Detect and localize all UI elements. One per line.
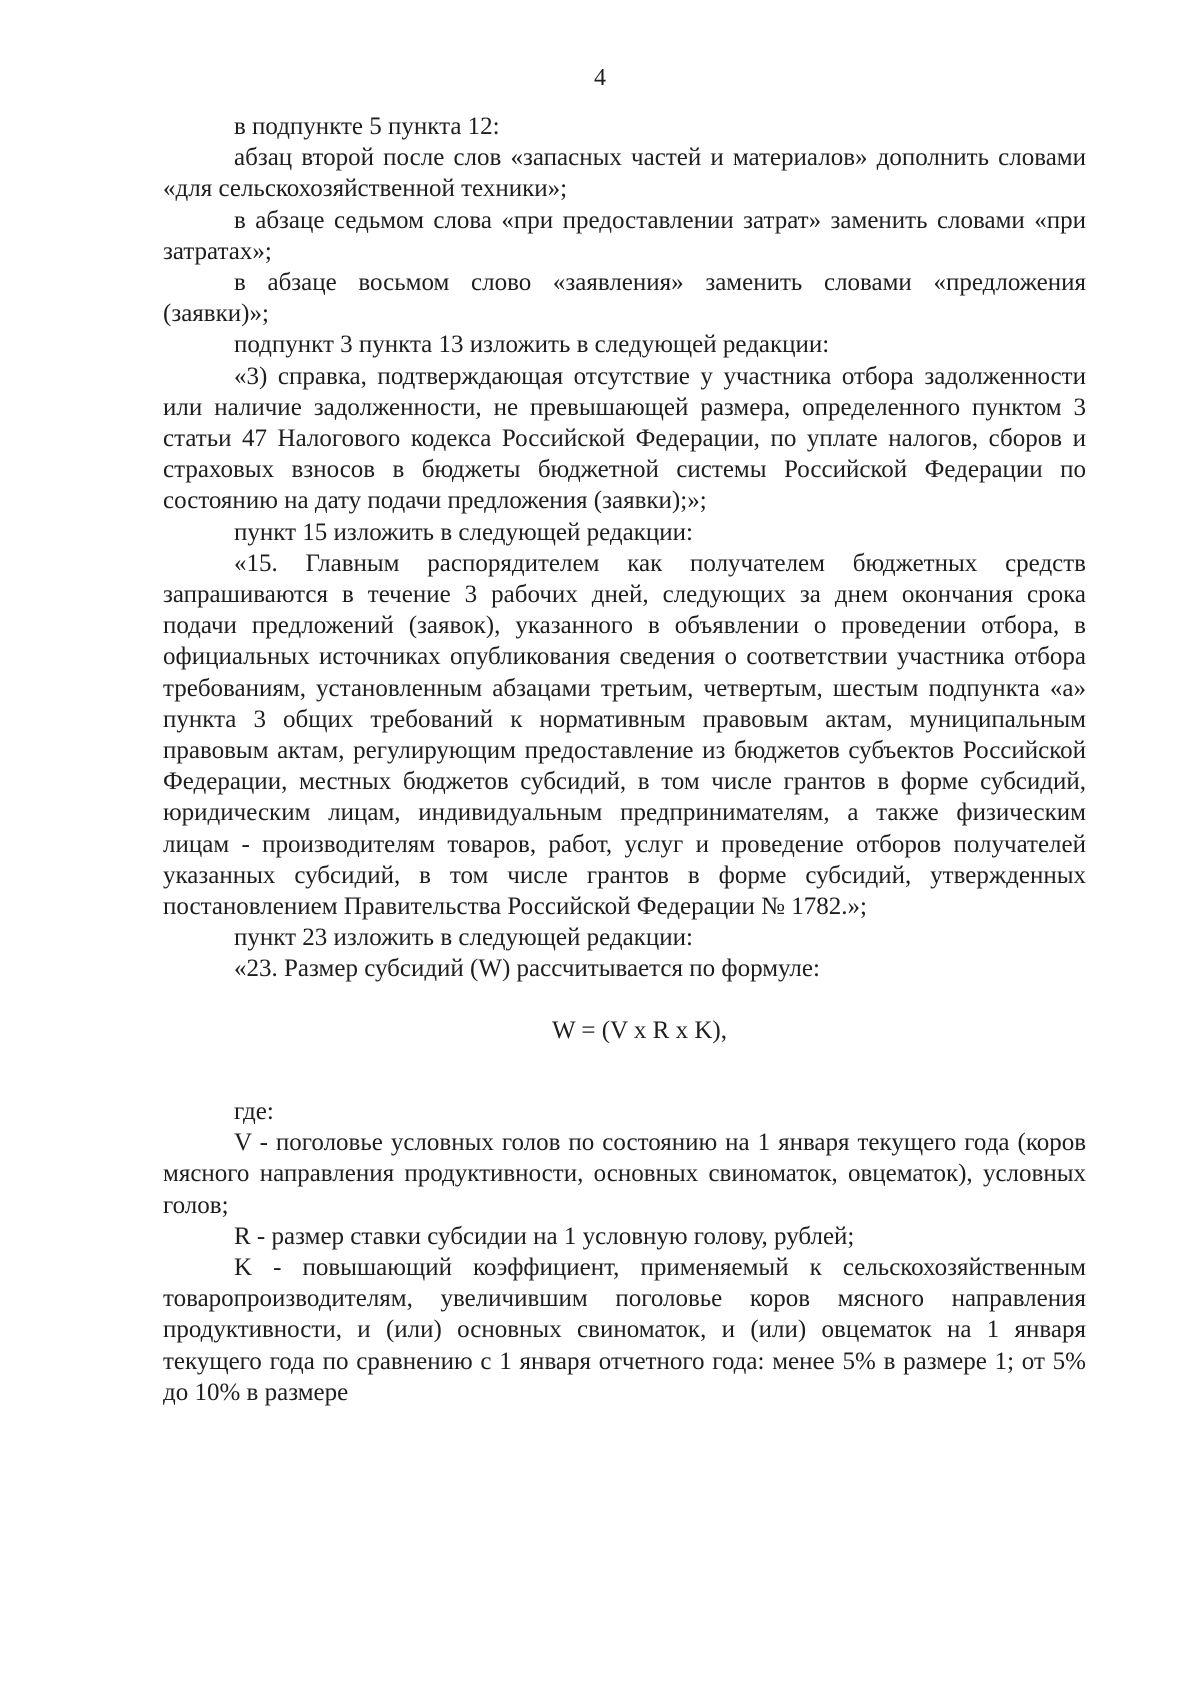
- paragraph: пункт 15 изложить в следующей редакции:: [234, 518, 693, 546]
- paragraph: в абзаце седьмом слова «при предоставлении затрат» заменить словами «при затратах»;: [163, 206, 1086, 265]
- paragraph: абзац второй после слов «запасных частей и материалов» дополнить словами «для сельскохозяйственной техники»;: [163, 144, 1086, 203]
- paragraph: в подпункте 5 пункта 12:: [234, 113, 500, 140]
- paragraph: V - поголовье условных голов по состоянию на 1 января текущего года (коров мясного направления продуктивности, основных свиноматок, овцематок), условных голов;: [163, 1129, 1086, 1219]
- paragraph: пункт 23 изложить в следующей редакции:: [234, 924, 693, 952]
- paragraph: K - повышающий коэффициент, применяемый к сельскохозяйственным товаропроизводителям, увеличившим поголовье коров мясного направления продуктивности, и (или) основных свиноматок, и (или) овцематок на 1 января текущего года по сравнению с 1 января отчетного года: менее 5% в размере 1; от 5% до 10% в размере: [163, 1253, 1086, 1406]
- subsidy-formula: W = (V x R x K),: [552, 1016, 727, 1044]
- paragraph: «23. Размер субсидий (W) рассчитывается по формуле:: [234, 955, 820, 983]
- paragraph: R - размер ставки субсидии на 1 условную голову, рублей;: [234, 1222, 855, 1250]
- paragraph: «3) справка, подтверждающая отсутствие у участника отбора задолженности или наличие задолженности, не превышающей размера, определенного пунктом 3 статьи 47 Налогового кодекса Российской Федерации, по уплате налогов, сборов и страховых взносов в бюджеты бюджетной системы Российской Федерации по состоянию на дату подачи предложения (заявки);»;: [163, 362, 1086, 515]
- page-number: 4: [594, 65, 606, 91]
- paragraph: подпункт 3 пункта 13 изложить в следующей редакции:: [234, 331, 830, 359]
- document-body: [163, 111, 1086, 1408]
- paragraph: где:: [234, 1097, 274, 1125]
- paragraph: «15. Главным распорядителем как получателем бюджетных средств запрашиваются в течение 3 рабочих дней, следующих за днем окончания срока подачи предложений (заявок), указанного в объявлении о проведении отбора, в официальных источниках опубликования сведения о соответствии участника отбора требованиям, установленным абзацами третьим, четвертым, шестым подпункта «а» пункта 3 общих требований к нормативным правовым актам, муниципальным правовым актам, регулирующим предоставление из бюджетов субъектов Российской Федерации, местных бюджетов субсидий, в том числе грантов в форме субсидий, юридическим лицам, индивидуальным предпринимателям, а также физическим лицам - производителям товаров, работ, услуг и проведение отборов получателей указанных субсидий, в том числе грантов в форме субсидий, утвержденных постановлением Правительства Российской Федерации № 1782.»;: [163, 549, 1086, 921]
- paragraph: в абзаце восьмом слово «заявления» заменить словами «предложения (заявки)»;: [163, 269, 1086, 328]
